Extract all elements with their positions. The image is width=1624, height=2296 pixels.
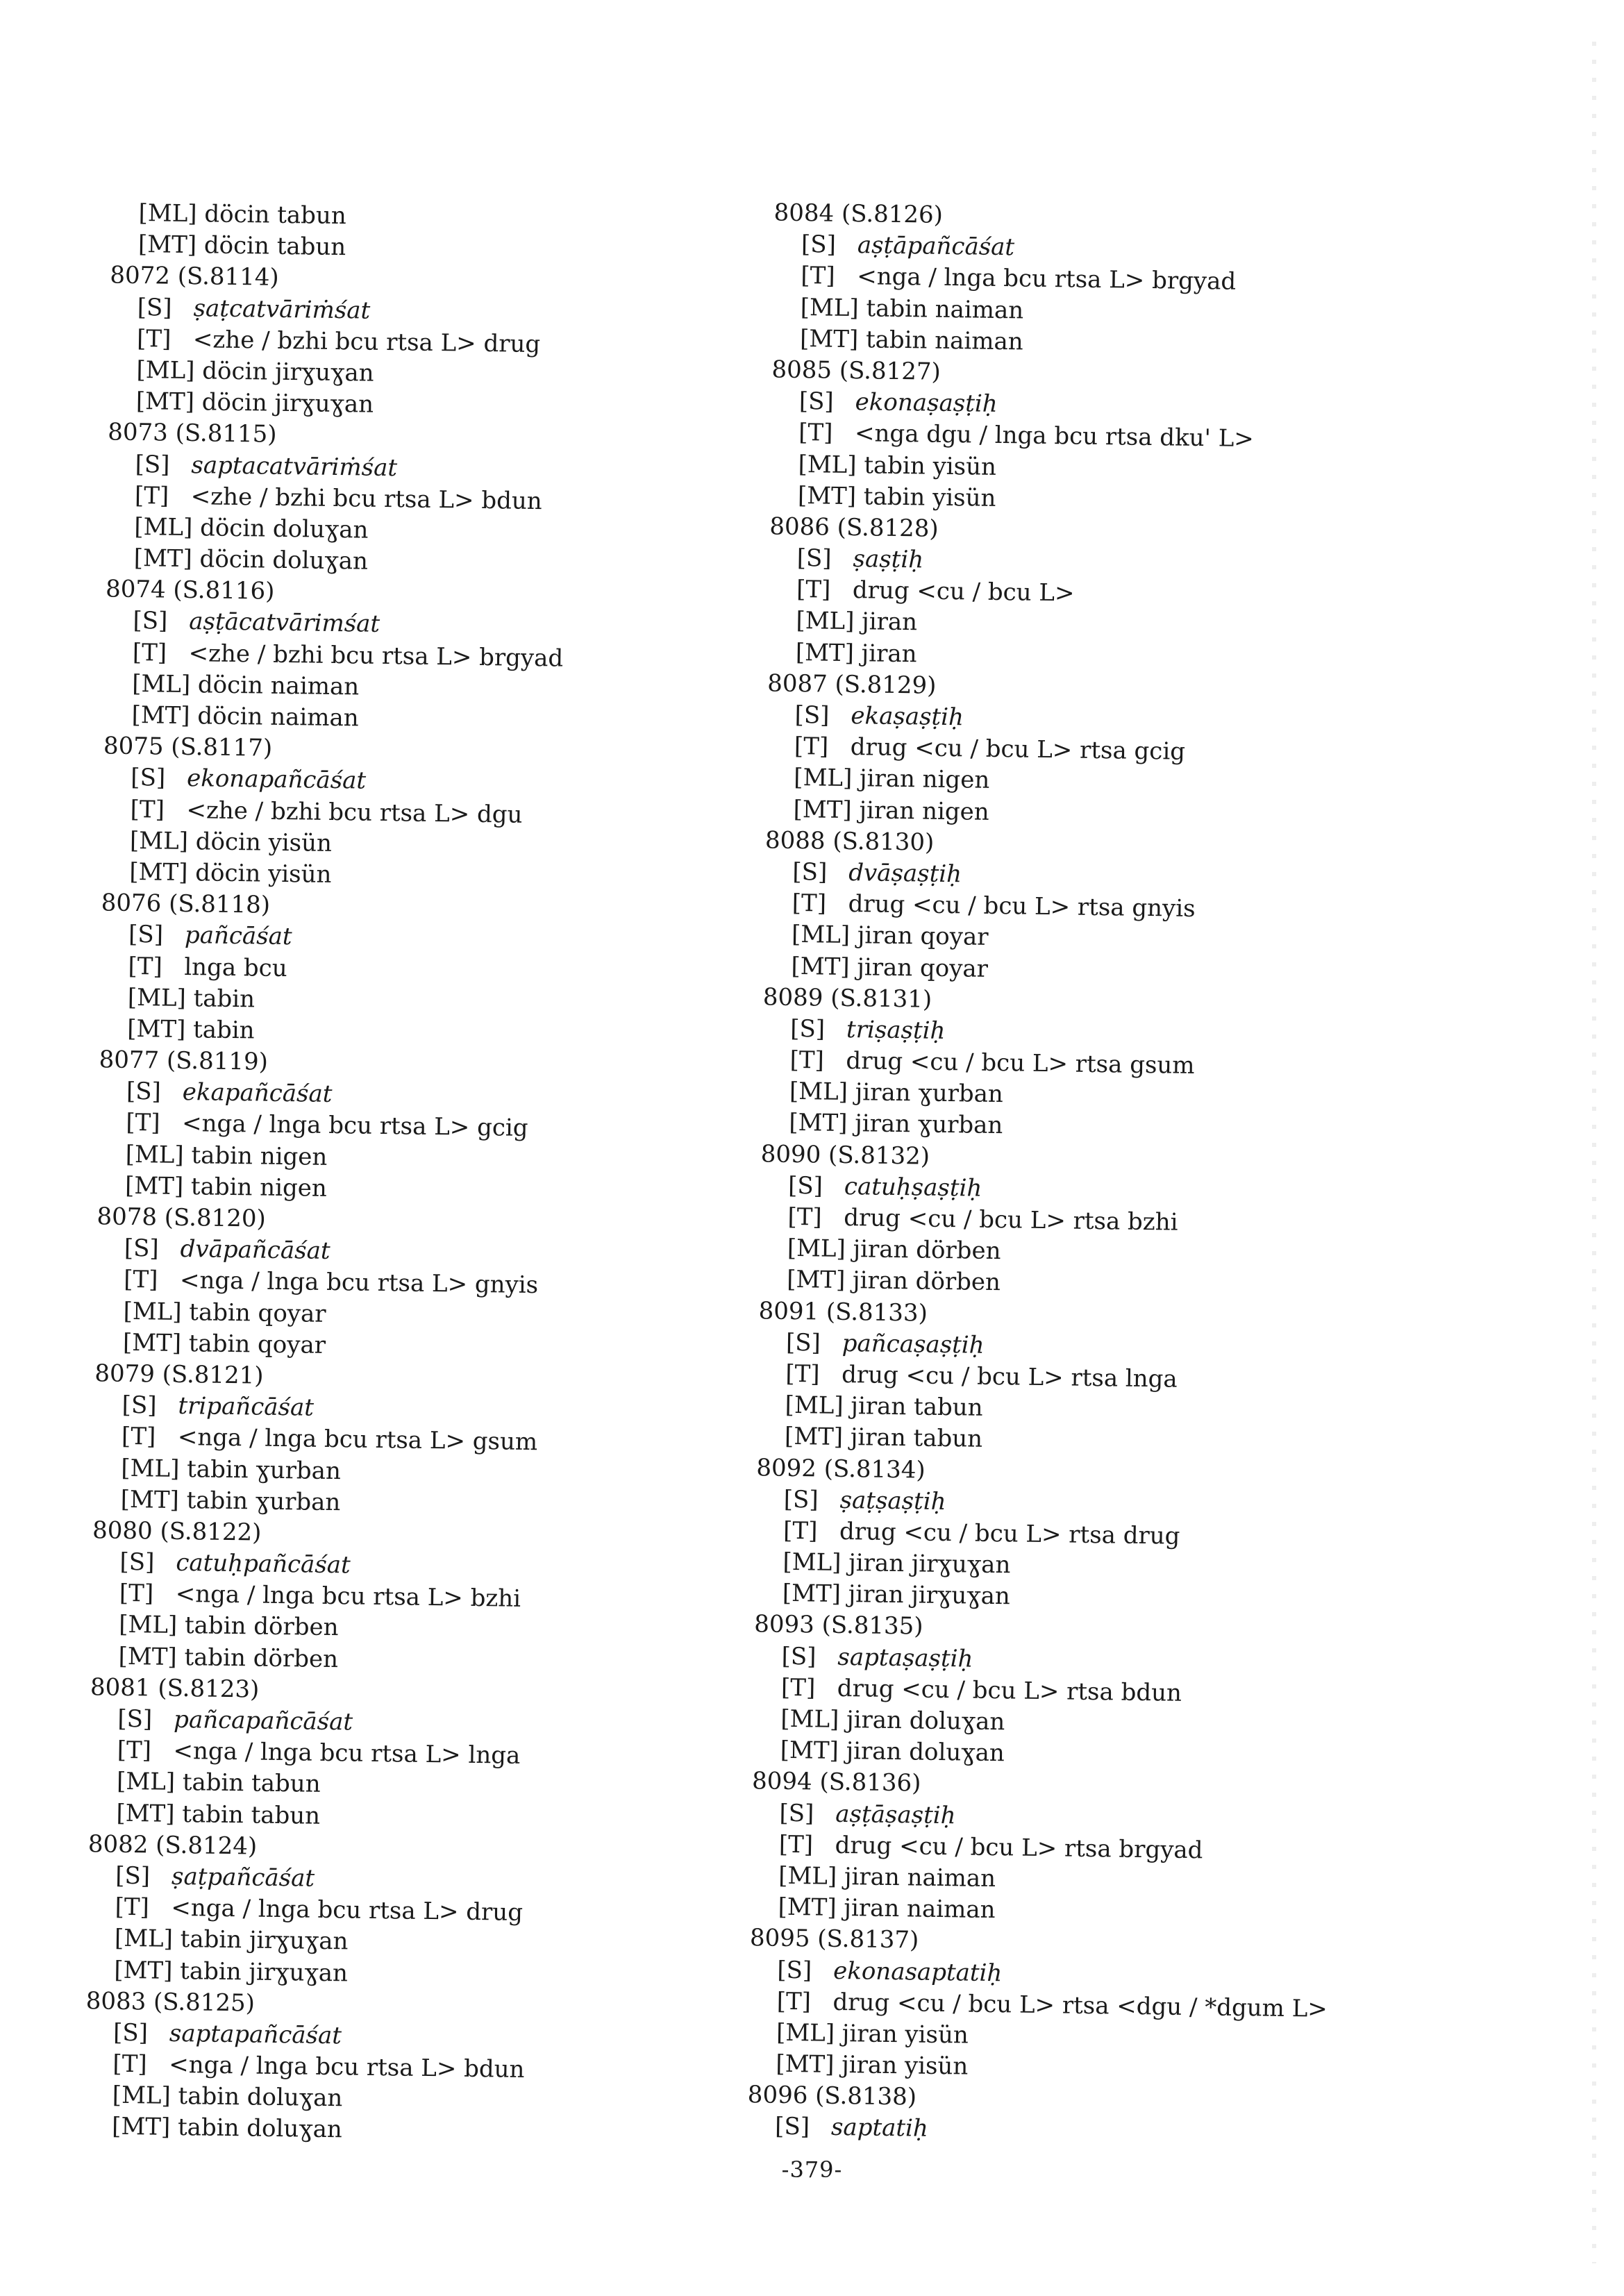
field-value: tabin ɣurban (186, 1486, 341, 1516)
entry-number: 8086 (S.8128) (769, 512, 939, 543)
field-value: döcin naiman (197, 702, 359, 732)
field-value: jiran tabun (850, 1423, 983, 1454)
field-tag: [S] (131, 764, 166, 792)
field-tag: [ML] (134, 512, 193, 542)
field-tag: [MT] (780, 1736, 839, 1766)
field-tag: [MT] (797, 481, 857, 510)
entry-number: 8080 (S.8122) (92, 1516, 262, 1547)
entry-number: 8075 (S.8117) (103, 732, 273, 762)
field-tag: [T] (801, 262, 835, 291)
field-tag: [MT] (782, 1579, 842, 1609)
field-tag: [MT] (131, 701, 190, 730)
field-tag: [S] (122, 1391, 157, 1420)
field-tag: [T] (789, 1046, 825, 1075)
field-value: saptacatvāriṁśat (191, 451, 398, 482)
field-value: jiran qoyar (857, 921, 989, 952)
field-tag: [S] (779, 1799, 814, 1828)
field-tag: [MT] (778, 1893, 837, 1922)
entry-number: 8082 (S.8124) (87, 1829, 258, 1861)
field-tag: [S] (781, 1642, 817, 1671)
field-tag: [ML] (123, 1297, 182, 1326)
field-tag: [MT] (793, 795, 853, 824)
field-tag: [T] (787, 1203, 822, 1232)
field-value: <nga / lnga bcu rtsa L> bdun (168, 2050, 525, 2084)
field-value: ekaṣaṣṭiḥ (851, 702, 964, 732)
field-value: jiran yisün (842, 2051, 969, 2081)
field-tag: [T] (123, 1266, 158, 1294)
field-value: tabin jirɣuɣan (179, 1956, 349, 1987)
field-value: drug <cu / bcu L> rtsa drug (839, 1517, 1180, 1550)
field-tag: [S] (792, 857, 828, 887)
field-value: jiran dörben (853, 1235, 1001, 1266)
field-tag: [S] (126, 1078, 162, 1106)
field-tag: [ML] (791, 921, 851, 950)
field-tag: [MT] (137, 231, 197, 260)
field-value: catuḥpañcāśat (176, 1548, 351, 1579)
field-value: triṣaṣṭiḥ (846, 1015, 946, 1045)
field-value: jiran ɣurban (854, 1109, 1003, 1140)
field-tag: [T] (130, 795, 165, 824)
field-tag: [T] (132, 638, 167, 667)
field-tag: [ML] (131, 669, 191, 698)
field-value: tripañcāśat (178, 1392, 315, 1422)
field-tag: [ML] (129, 826, 189, 855)
entry-number: 8081 (S.8123) (90, 1673, 260, 1704)
field-tag: [MT] (789, 1109, 848, 1138)
field-value: <nga dgu / lnga bcu rtsa dku' L> (854, 419, 1255, 453)
field-value: pañcāśat (184, 921, 292, 951)
field-value: jiran nigen (859, 796, 989, 826)
field-value: aṣṭāpañcāśat (857, 231, 1015, 262)
field-tag: [MT] (127, 1014, 186, 1044)
field-value: tabin yisün (864, 451, 997, 481)
field-value: döcin naiman (197, 671, 360, 701)
field-tag: [MT] (114, 1956, 173, 1985)
field-value: jiran dörben (852, 1266, 1001, 1297)
entry-number: 8085 (S.8127) (771, 355, 941, 386)
field-tag: [MT] (120, 1485, 180, 1514)
field-value: <nga / lnga bcu rtsa L> drug (171, 1893, 524, 1927)
field-tag: [MT] (786, 1266, 846, 1295)
field-tag: [T] (798, 419, 833, 447)
field-tag: [T] (121, 1423, 156, 1451)
field-value: jiran doluɣan (846, 1706, 1005, 1736)
field-tag: [MT] (784, 1423, 844, 1452)
entry-number: 8091 (S.8133) (758, 1296, 928, 1327)
field-value: drug <cu / bcu L> rtsa gnyis (848, 890, 1196, 923)
field-tag: [MT] (111, 2113, 171, 2142)
field-value: catuḥṣaṣṭiḥ (844, 1172, 982, 1203)
field-value: jiran qoyar (857, 953, 989, 983)
field-tag: [T] (136, 324, 171, 353)
field-tag: [S] (115, 1861, 151, 1891)
field-value: ṣaṣṭiḥ (853, 545, 924, 574)
field-value: ṣaṭcatvāriṁśat (193, 294, 371, 325)
field-value: pañcaṣaṣṭiḥ (842, 1329, 985, 1359)
entry-number: 8096 (S.8138) (747, 2081, 917, 2111)
field-value: döcin yisün (195, 827, 333, 857)
field-value: tabin (192, 1016, 255, 1045)
field-tag: [ML] (121, 1454, 180, 1483)
field-value: drug <cu / bcu L> rtsa gsum (846, 1047, 1195, 1080)
entry-number: 8072 (S.8114) (110, 261, 279, 292)
field-value: <zhe / bzhi bcu rtsa L> drug (192, 325, 541, 358)
field-value: jiran ɣurban (855, 1078, 1004, 1109)
field-tag: [MT] (135, 387, 195, 417)
field-value: drug <cu / bcu L> rtsa <dgu / *dgum L> (832, 1988, 1328, 2023)
field-tag: [T] (778, 1830, 814, 1859)
field-tag: [MT] (776, 2050, 835, 2079)
entry-number: 8077 (S.8119) (99, 1046, 269, 1076)
field-tag: [T] (126, 1109, 160, 1137)
scan-edge-shadow (1592, 42, 1596, 2263)
entry-number: 8074 (S.8116) (105, 575, 275, 606)
field-tag: [S] (133, 607, 168, 636)
field-tag: [ML] (112, 2081, 171, 2111)
field-tag: [T] (785, 1359, 820, 1389)
field-tag: [S] (794, 701, 830, 730)
field-tag: [MT] (122, 1328, 182, 1357)
field-tag: [ML] (776, 2018, 835, 2047)
field-value: tabin yisün (863, 482, 996, 512)
field-value: tabin ɣurban (186, 1455, 342, 1485)
field-tag: [ML] (114, 1925, 174, 1954)
field-value: drug <cu / bcu L> rtsa bdun (837, 1674, 1182, 1707)
field-value: tabin naiman (865, 326, 1023, 356)
field-value: jiran naiman (844, 1894, 996, 1925)
field-value: <zhe / bzhi bcu rtsa L> brgyad (188, 639, 564, 673)
field-value: ṣaṭṣaṣṭiḥ (839, 1486, 946, 1516)
field-tag: [MT] (791, 952, 850, 981)
field-value: döcin jirɣuɣan (201, 388, 374, 419)
field-tag: [S] (119, 1548, 155, 1577)
entry-number: 8076 (S.8118) (101, 889, 271, 919)
entry-number: 8092 (S.8134) (756, 1453, 926, 1484)
entry-number: 8079 (S.8121) (94, 1359, 264, 1390)
field-tag: [S] (801, 231, 837, 259)
field-value: <nga / lnga bcu rtsa L> lnga (173, 1737, 521, 1770)
field-tag: [S] (787, 1171, 823, 1200)
field-tag: [MT] (795, 638, 855, 667)
field-value: drug <cu / bcu L> rtsa lnga (841, 1360, 1178, 1393)
field-tag: [S] (777, 1956, 812, 1984)
field-value: tabin dörben (184, 1643, 339, 1673)
field-tag: [S] (135, 450, 170, 479)
field-value: lnga bcu (184, 953, 287, 982)
field-value: saptapañcāśat (169, 2019, 342, 2050)
entry-number: 8078 (S.8120) (97, 1203, 267, 1233)
field-value: <nga / lnga bcu rtsa L> gnyis (179, 1266, 539, 1300)
field-value: döcin doluɣan (199, 514, 369, 544)
field-tag: [ML] (127, 983, 187, 1012)
field-value: drug <cu / bcu L> (852, 576, 1075, 607)
field-value: jiran jirɣuɣan (848, 1549, 1011, 1579)
field-tag: [T] (792, 889, 827, 918)
field-value: jiran naiman (844, 1863, 996, 1893)
field-value: tabin qoyar (189, 1298, 326, 1328)
field-value: <zhe / bzhi bcu rtsa L> bdun (190, 482, 542, 515)
field-value: jiran nigen (859, 764, 990, 795)
field-value: <nga / lnga bcu rtsa L> gcig (181, 1109, 528, 1143)
field-tag: [T] (117, 1736, 152, 1765)
field-tag: [S] (783, 1485, 819, 1514)
entry-number: 8084 (S.8126) (773, 199, 944, 229)
field-tag: [MT] (116, 1799, 175, 1828)
field-value: döcin jirɣuɣan (201, 357, 374, 387)
field-value: ekapañcāśat (182, 1078, 333, 1109)
field-tag: [ML] (125, 1140, 184, 1169)
field-value: aṣṭāṣaṣṭiḥ (835, 1800, 956, 1829)
field-tag: [ML] (116, 1768, 176, 1797)
field-value: <zhe / bzhi bcu rtsa L> dgu (186, 796, 523, 829)
field-tag: [S] (128, 921, 164, 949)
field-tag: [MT] (129, 857, 188, 887)
field-value: <nga / lnga bcu rtsa L> bzhi (175, 1580, 521, 1614)
field-value: <nga / lnga bcu rtsa L> brgyad (856, 262, 1237, 296)
field-tag: [T] (794, 732, 829, 761)
field-tag: [ML] (782, 1548, 842, 1577)
field-tag: [MT] (799, 324, 859, 353)
page-number: -379- (781, 2156, 843, 2183)
entry-number: 8083 (S.8125) (85, 1986, 256, 2018)
field-tag: [T] (115, 1893, 150, 1922)
field-value: tabin nigen (190, 1172, 328, 1203)
field-tag: [T] (128, 952, 163, 981)
field-tag: [ML] (787, 1234, 846, 1264)
field-value: jiran (861, 607, 918, 637)
field-value: döcin doluɣan (199, 545, 369, 576)
field-tag: [T] (796, 576, 831, 604)
field-tag: [MT] (133, 544, 193, 573)
field-value: saptaṣaṣṭiḥ (837, 1643, 973, 1673)
field-value: jiran doluɣan (846, 1737, 1005, 1768)
field-value: tabin naiman (866, 294, 1024, 325)
field-tag: [MT] (118, 1642, 177, 1671)
field-value: tabin tabun (182, 1800, 321, 1830)
field-value: drug <cu / bcu L> rtsa gcig (850, 733, 1186, 766)
field-value: <nga / lnga bcu rtsa L> gsum (177, 1423, 538, 1457)
field-tag: [ML] (800, 293, 859, 322)
field-value: döcin tabun (203, 231, 346, 262)
field-tag: [T] (119, 1579, 154, 1608)
entry-number: 8073 (S.8115) (107, 418, 277, 449)
field-tag: [ML] (785, 1391, 844, 1421)
right-column (726, 197, 1378, 2151)
field-value: jiran jirɣuɣan (848, 1580, 1011, 1611)
field-value: dvāṣaṣṭiḥ (848, 858, 962, 889)
entry-number: 8094 (S.8136) (751, 1767, 921, 1798)
field-tag: [T] (776, 1987, 812, 2016)
field-value: tabin jirɣuɣan (180, 1925, 349, 1956)
field-tag: [ML] (138, 199, 197, 228)
field-tag: [S] (137, 293, 172, 322)
field-value: tabin tabun (182, 1768, 321, 1799)
entry-number: 8093 (S.8135) (754, 1610, 923, 1641)
field-tag: [S] (790, 1014, 826, 1044)
field-tag: [ML] (789, 1078, 848, 1107)
entry-number: 8090 (S.8132) (760, 1139, 930, 1171)
field-tag: [T] (134, 481, 169, 510)
field-value: tabin (193, 984, 256, 1014)
field-value: jiran tabun (851, 1392, 983, 1422)
field-tag: [T] (782, 1516, 818, 1545)
field-value: jiran yisün (842, 2019, 969, 2050)
field-value: tabin doluɣan (177, 2113, 343, 2144)
left-column (63, 197, 715, 2151)
field-value: ekonasaptatiḥ (832, 1956, 1003, 1987)
field-value: döcin tabun (204, 200, 347, 231)
field-tag: [S] (112, 2018, 149, 2047)
entry-number: 8089 (S.8131) (762, 982, 932, 1014)
field-tag: [ML] (119, 1611, 178, 1640)
field-tag: [ML] (778, 1861, 837, 1891)
field-tag: [ML] (780, 1704, 839, 1734)
field-value: döcin yisün (194, 859, 332, 889)
field-value: tabin qoyar (188, 1329, 326, 1359)
field-value: pañcapañcāśat (173, 1705, 353, 1736)
field-value: drug <cu / bcu L> rtsa brgyad (835, 1831, 1203, 1865)
field-tag: [S] (774, 2113, 810, 2141)
field-tag: [S] (117, 1704, 153, 1734)
field-tag: [MT] (124, 1171, 184, 1200)
field-value: tabin nigen (191, 1141, 328, 1171)
field-value: dvāpañcāśat (180, 1235, 330, 1266)
field-value: tabin dörben (184, 1611, 339, 1642)
field-value: aṣṭācatvārimśat (189, 607, 380, 639)
field-tag: [ML] (794, 764, 853, 793)
field-value: tabin doluɣan (178, 2082, 343, 2113)
field-value: ṣaṭpañcāśat (171, 1862, 315, 1893)
field-value: drug <cu / bcu L> rtsa bzhi (844, 1203, 1178, 1237)
field-value: ekonapañcāśat (186, 764, 367, 795)
field-tag: [T] (112, 2050, 147, 2079)
entry-number: 8095 (S.8137) (749, 1924, 919, 1954)
field-tag: [T] (780, 1673, 816, 1702)
field-tag: [ML] (796, 607, 855, 636)
field-tag: [ML] (136, 355, 195, 385)
field-tag: [S] (785, 1328, 821, 1357)
field-value: ekonaṣaṣṭiḥ (855, 388, 998, 419)
field-tag: [ML] (798, 450, 857, 479)
entry-number: 8087 (S.8129) (767, 669, 937, 700)
field-tag: [S] (124, 1234, 159, 1263)
field-tag: [S] (796, 544, 832, 573)
field-value: jiran (861, 639, 917, 668)
entry-number: 8088 (S.8130) (764, 826, 935, 857)
field-tag: [S] (798, 387, 835, 416)
field-value: saptatiḥ (830, 2113, 929, 2143)
